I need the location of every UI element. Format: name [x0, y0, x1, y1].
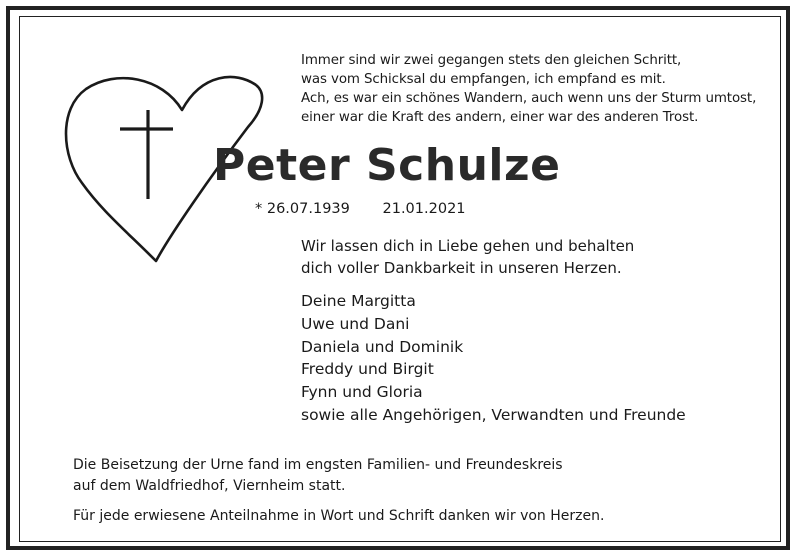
message-line: Wir lassen dich in Liebe gehen und behalten: [301, 237, 635, 255]
life-dates: [255, 201, 466, 217]
poem-line: was vom Schicksal du empfangen, ich empfand es mit.: [301, 72, 666, 87]
cross-icon: [120, 110, 173, 199]
burial-line: auf dem Waldfriedhof, Viernheim statt.: [73, 478, 346, 494]
mourner-item: Freddy und Birgit: [301, 360, 434, 379]
mourner-item: Uwe und Dani: [301, 314, 410, 333]
burial-notice: [73, 455, 563, 497]
thanks-note: Für jede erwiesene Anteilnahme in Wort und Schrift danken wir von Herzen.: [73, 508, 605, 524]
farewell-message: [301, 235, 634, 279]
mourner-item: Daniela und Dominik: [301, 337, 464, 356]
mourner-item: Deine Margitta: [301, 292, 416, 310]
death-date: 21.01.2021: [382, 201, 466, 217]
mourners-list: [301, 290, 686, 427]
poem-line: einer war die Kraft des andern, einer war des anderen Trost.: [301, 110, 699, 125]
deceased-name: Peter Schulze: [213, 140, 561, 191]
mourner-item: Fynn und Gloria: [301, 383, 423, 402]
poem: [301, 51, 771, 127]
poem-line: Ach, es war ein schönes Wandern, auch wenn uns der Sturm umtost,: [301, 91, 757, 106]
poem-line: Immer sind wir zwei gegangen stets den gleichen Schritt,: [301, 53, 682, 68]
message-line: dich voller Dankbarkeit in unseren Herzen.: [301, 259, 622, 277]
mourner-item: sowie alle Angehörigen, Verwandten und Freunde: [301, 405, 686, 424]
birth-date: * 26.07.1939: [255, 201, 350, 217]
burial-line: Die Beisetzung der Urne fand im engsten Familien- und Freundeskreis: [73, 457, 563, 473]
